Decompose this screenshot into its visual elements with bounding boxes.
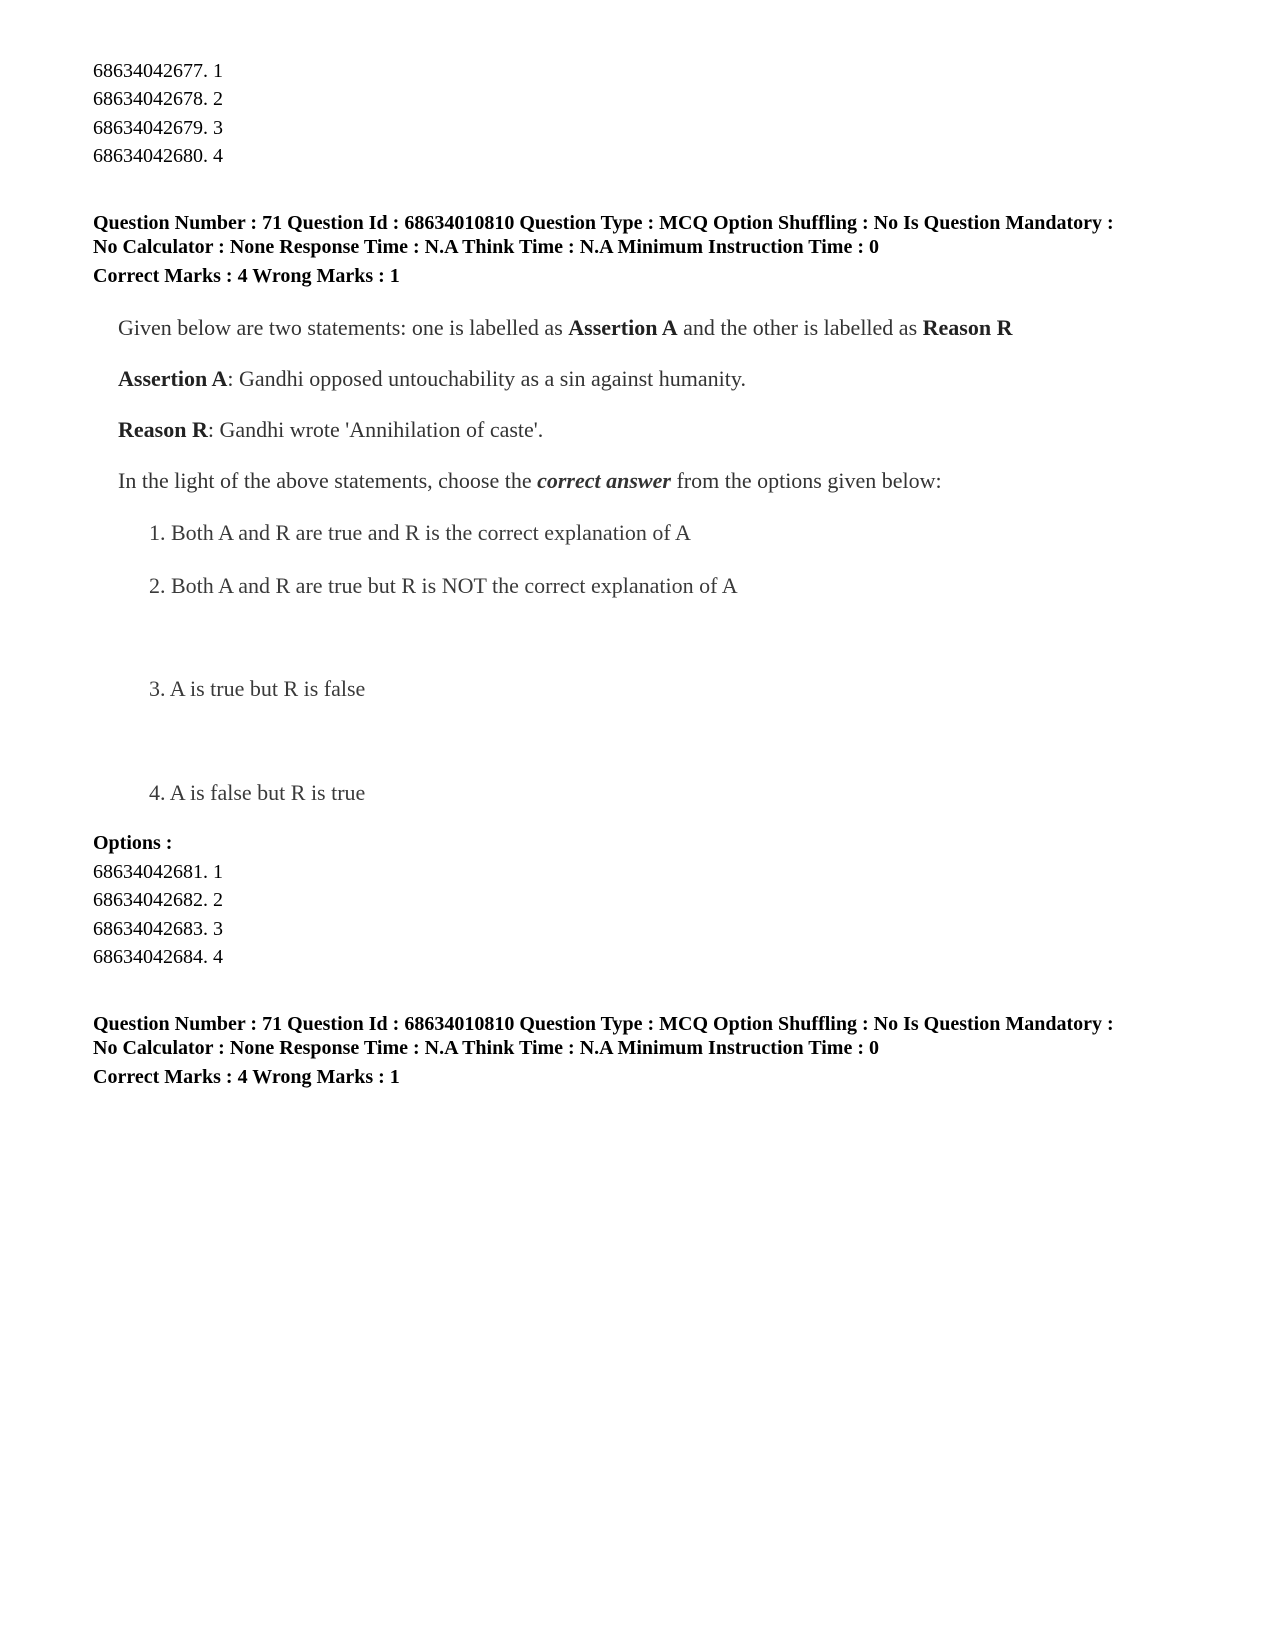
intro-assertion: Assertion A <box>568 315 678 340</box>
option-number: 1 <box>213 861 223 883</box>
intro-reason: Reason R <box>922 315 1013 340</box>
assertion-text: : Gandhi opposed untouchability as a sin against humanity. <box>227 366 746 391</box>
option-number: 1 <box>213 60 223 82</box>
option-number: 2 <box>213 889 223 911</box>
option-2 <box>93 888 223 912</box>
option-4 <box>93 945 223 969</box>
question-meta-line-1: Question Number : 71 Question Id : 68634010810 Question Type : MCQ Option Shuffling : No Is Question Mandatory : <box>93 212 1114 234</box>
option-number: 3 <box>213 918 223 940</box>
previous-option-1 <box>93 59 223 83</box>
option-number: 2 <box>213 88 223 110</box>
question-marks: Correct Marks : 4 Wrong Marks : 1 <box>93 265 400 287</box>
reason-text: : Gandhi wrote 'Annihilation of caste'. <box>207 417 544 442</box>
reason-statement <box>118 416 543 444</box>
option-id: 68634042683. <box>93 918 208 940</box>
option-3 <box>93 917 223 941</box>
option-id: 68634042679. <box>93 117 208 139</box>
option-id: 68634042680. <box>93 145 208 167</box>
assertion-statement <box>118 365 746 393</box>
previous-option-2 <box>93 87 223 111</box>
instruction-emphasis: correct answer <box>537 468 671 493</box>
option-number: 3 <box>213 117 223 139</box>
option-number: 4 <box>213 946 223 968</box>
question-instruction <box>118 467 942 495</box>
instruction-suffix: from the options given below: <box>670 468 942 493</box>
option-id: 68634042681. <box>93 861 208 883</box>
option-id: 68634042678. <box>93 88 208 110</box>
option-id: 68634042677. <box>93 60 208 82</box>
options-label: Options : <box>93 832 173 854</box>
option-id: 68634042684. <box>93 946 208 968</box>
choice-2: 2. Both A and R are true but R is NOT the correct explanation of A <box>149 573 738 598</box>
question-intro <box>118 314 1012 342</box>
instruction-prefix: In the light of the above statements, choose the <box>118 468 538 493</box>
previous-option-4 <box>93 144 223 168</box>
option-number: 4 <box>213 145 223 167</box>
next-question-marks: Correct Marks : 4 Wrong Marks : 1 <box>93 1066 400 1088</box>
next-question-meta-line-1: Question Number : 71 Question Id : 68634010810 Question Type : MCQ Option Shuffling : No Is Question Mandatory : <box>93 1013 1114 1035</box>
intro-prefix: Given below are two statements: one is labelled as <box>118 315 569 340</box>
choice-1: 1. Both A and R are true and R is the correct explanation of A <box>149 520 691 545</box>
reason-label: Reason R <box>118 417 208 442</box>
question-meta-line-2: No Calculator : None Response Time : N.A Think Time : N.A Minimum Instruction Time : 0 <box>93 236 879 258</box>
choice-4: 4. A is false but R is true <box>149 780 366 805</box>
intro-mid: and the other is labelled as <box>677 315 923 340</box>
option-1 <box>93 860 223 884</box>
previous-option-3 <box>93 116 223 140</box>
assertion-label: Assertion A <box>118 366 228 391</box>
option-id: 68634042682. <box>93 889 208 911</box>
choice-3: 3. A is true but R is false <box>149 676 366 701</box>
next-question-meta-line-2: No Calculator : None Response Time : N.A Think Time : N.A Minimum Instruction Time : 0 <box>93 1037 879 1059</box>
